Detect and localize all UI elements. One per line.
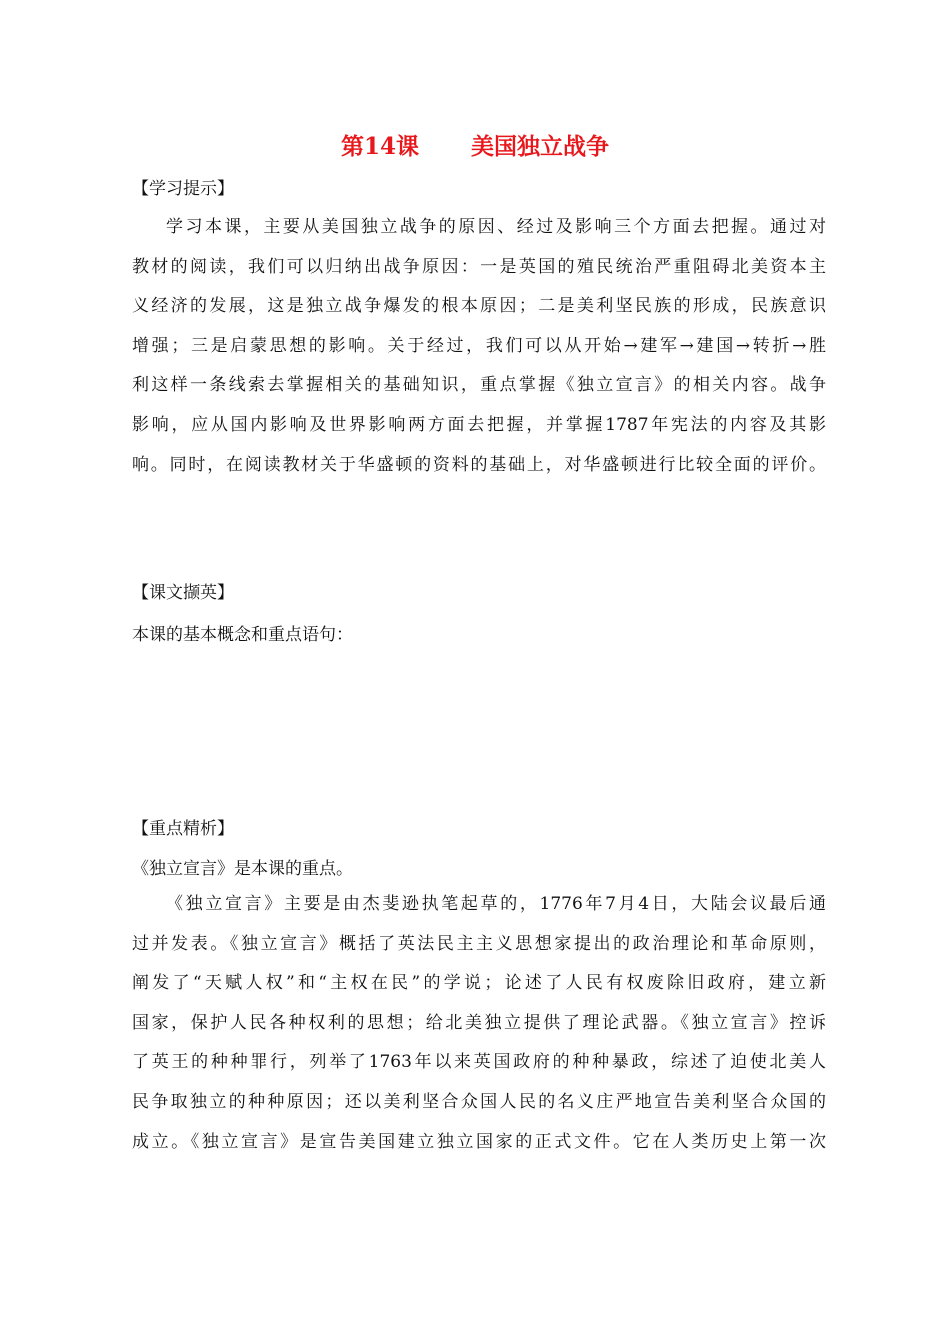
tips-line: 义经济的发展，这是独立战争爆发的根本原因；二是美利坚民族的形成，民族意识 <box>132 296 826 317</box>
tips-line: 增强；三是启蒙思想的影响。关于经过，我们可以从开始→建军→建国→转折→胜 <box>132 335 826 356</box>
analysis-line: 国家，保护人民各种权利的思想；给北美独立提供了理论武器。《独立宣言》控诉 <box>132 1012 826 1033</box>
analysis-line: 阐发了“天赋人权”和“主权在民”的学说；论述了人民有权废除旧政府，建立新 <box>132 973 826 994</box>
tips-line: 教材的阅读，我们可以归纳出战争原因：一是英国的殖民统治严重阻碍北美资本主 <box>132 256 826 277</box>
tips-line: 响。同时，在阅读教材关于华盛顿的资料的基础上，对华盛顿进行比较全面的评价。 <box>132 454 826 475</box>
analysis-paragraph <box>132 885 826 1162</box>
analysis-line: 《独立宣言》主要是由杰斐逊执笔起草的，1776年7月4日，大陆会议最后通 <box>166 894 826 914</box>
tips-paragraph <box>132 208 826 485</box>
tips-line: 学习本课，主要从美国独立战争的原因、经过及影响三个方面去把握。通过对 <box>166 217 826 237</box>
analysis-line: 过并发表。《独立宣言》概括了英法民主主义思想家提出的政治理论和革命原则， <box>132 933 826 954</box>
lesson-title <box>0 128 950 161</box>
lesson-name: 美国独立战争 <box>471 133 609 160</box>
tips-heading: 【学习提示】 <box>132 179 234 199</box>
analysis-line: 了英王的种种罪行，列举了1763年以来英国政府的种种暴政，综述了迫使北美人 <box>132 1052 826 1073</box>
analysis-intro: 《独立宣言》是本课的重点。 <box>132 859 353 879</box>
analysis-heading: 【重点精析】 <box>132 819 234 839</box>
excerpt-heading: 【课文撷英】 <box>132 583 234 603</box>
analysis-line: 成立。《独立宣言》是宣告美国建立独立国家的正式文件。它在人类历史上第一次 <box>132 1131 826 1152</box>
excerpt-intro: 本课的基本概念和重点语句： <box>132 625 353 645</box>
tips-line: 利这样一条线索去掌握相关的基础知识，重点掌握《独立宣言》的相关内容。战争 <box>132 375 826 396</box>
analysis-line: 民争取独立的种种原因；还以美利坚合众国人民的名义庄严地宣告美利坚合众国的 <box>132 1091 826 1112</box>
tips-line: 影响，应从国内影响及世界影响两方面去把握，并掌握1787年宪法的内容及其影 <box>132 414 826 435</box>
lesson-number: 第14课 <box>340 133 419 160</box>
